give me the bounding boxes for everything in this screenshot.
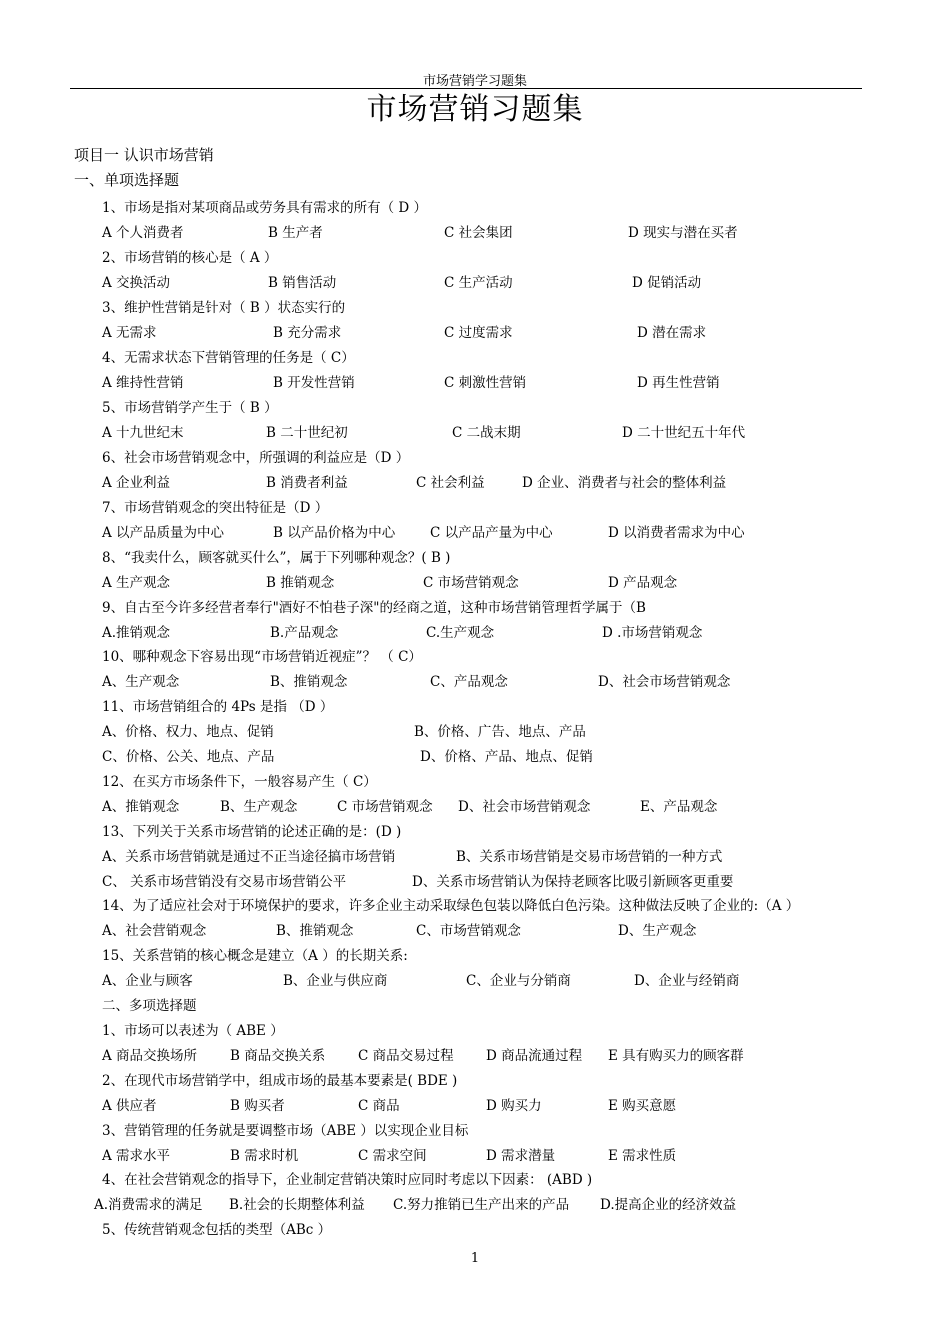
question-text: 4、无需求状态下营销管理的任务是（ C）: [102, 350, 355, 366]
option: B、关系市场营销是交易市场营销的一种方式: [456, 849, 723, 865]
option: B 开发性营销: [273, 375, 355, 391]
question-text: 7、市场营销观念的突出特征是（D ）: [102, 500, 329, 516]
option: C 商品: [358, 1098, 400, 1114]
option: B、企业与供应商: [283, 973, 388, 989]
option: D 促销活动: [632, 275, 702, 291]
option: C.生产观念: [426, 625, 495, 641]
option: B 推销观念: [266, 575, 335, 591]
question-text: 5、传统营销观念包括的类型（ABc ）: [102, 1222, 332, 1238]
option: B 商品交换关系: [230, 1048, 326, 1064]
option: A、推销观念: [102, 799, 180, 815]
option: D 需求潜量: [486, 1148, 556, 1164]
option: A 生产观念: [102, 575, 171, 591]
option: C.努力推销已生产出来的产品: [393, 1197, 570, 1213]
option: A 商品交换场所: [102, 1048, 198, 1064]
option: C 需求空间: [358, 1148, 427, 1164]
option: B.社会的长期整体利益: [229, 1197, 365, 1213]
question-text: 4、在社会营销观念的指导下，企业制定营销决策时应同时考虑以下因素： (ABD ): [102, 1172, 593, 1188]
option: D、企业与经销商: [634, 973, 740, 989]
option: C、 关系市场营销没有交易市场营销公平: [102, 874, 347, 890]
option: D 潜在需求: [637, 325, 707, 341]
option: B.产品观念: [270, 625, 339, 641]
running-header: 市场营销学习题集: [422, 74, 527, 89]
option: A.消费需求的满足: [94, 1197, 203, 1213]
question-text: 9、自古至今许多经营者奉行"酒好不怕巷子深"的经商之道，这种市场营销管理哲学属于（B: [102, 600, 646, 616]
option: D 产品观念: [608, 575, 678, 591]
option: A 企业利益: [102, 475, 171, 491]
option: C 二战末期: [452, 425, 521, 441]
option: D 企业、消费者与社会的整体利益: [522, 475, 727, 491]
question-text: 2、在现代市场营销学中，组成市场的最基本要素是( BDE ): [102, 1073, 458, 1089]
question-text: 8、“我卖什么，顾客就买什么”，属于下列哪种观念？( B ): [102, 550, 451, 566]
option: C 以产品产量为中心: [430, 525, 553, 541]
option: B 生产者: [268, 225, 323, 241]
question-text: 10、哪种观念下容易出现“市场营销近视症”？ （ C）: [102, 649, 422, 665]
option: D 商品流通过程: [486, 1048, 583, 1064]
option: C 过度需求: [444, 325, 513, 341]
option: C 社会集团: [444, 225, 513, 241]
option: D 再生性营销: [637, 375, 720, 391]
section-heading-single-choice: 一、单项选择题: [74, 171, 180, 189]
option: C、产品观念: [430, 674, 508, 690]
option: A 维持性营销: [102, 375, 184, 391]
option: D 购买力: [486, 1098, 542, 1114]
option: D 二十世纪五十年代: [622, 425, 746, 441]
option: B、推销观念: [270, 674, 348, 690]
question-text: 5、市场营销学产生于（ B ）: [102, 400, 278, 416]
option: B 销售活动: [268, 275, 337, 291]
document-title: 市场营销习题集: [366, 92, 584, 127]
option: D、社会市场营销观念: [598, 674, 731, 690]
option: E、产品观念: [640, 799, 718, 815]
option: D、关系市场营销认为保持老顾客比吸引新顾客更重要: [412, 874, 734, 890]
option: D 现实与潜在买者: [628, 225, 738, 241]
question-text: 12、在买方市场条件下，一般容易产生（ C）: [102, 774, 377, 790]
option: A 以产品质量为中心: [102, 525, 225, 541]
option: C 市场营销观念: [423, 575, 519, 591]
option: C 商品交易过程: [358, 1048, 454, 1064]
option: D.提高企业的经济效益: [600, 1197, 737, 1213]
option: C 刺激性营销: [444, 375, 527, 391]
option: C 生产活动: [444, 275, 513, 291]
option: A 个人消费者: [102, 225, 184, 241]
option: D、生产观念: [618, 923, 697, 939]
option: A 需求水平: [102, 1148, 171, 1164]
option: B、推销观念: [276, 923, 354, 939]
page-number: 1: [470, 1251, 480, 1266]
section-heading-multi-choice: 二、多项选择题: [102, 998, 197, 1014]
option: D 以消费者需求为中心: [608, 525, 745, 541]
option: A 十九世纪末: [102, 425, 184, 441]
question-text: 3、营销管理的任务就是要调整市场（ABE ）以实现企业目标: [102, 1123, 469, 1139]
question-text: 3、维护性营销是针对（ B ）状态实行的: [102, 300, 346, 316]
option: B 以产品价格为中心: [273, 525, 396, 541]
option: C、企业与分销商: [466, 973, 571, 989]
option: B、生产观念: [220, 799, 298, 815]
option: B、价格、广告、地点、产品: [414, 724, 586, 740]
question-text: 15、关系营销的核心概念是建立（A ）的长期关系:: [102, 948, 408, 964]
option: D、社会市场营销观念: [458, 799, 591, 815]
option: C、市场营销观念: [416, 923, 521, 939]
option: A 供应者: [102, 1098, 157, 1114]
option: C、价格、公关、地点、产品: [102, 749, 275, 765]
option: B 二十世纪初: [266, 425, 348, 441]
question-text: 1、市场可以表述为（ ABE ）: [102, 1023, 284, 1039]
question-text: 13、下列关于关系市场营销的论述正确的是：(D ): [102, 824, 402, 840]
option: A 无需求: [102, 325, 157, 341]
option: A.推销观念: [102, 625, 171, 641]
question-text: 14、为了适应社会对于环境保护的要求，许多企业主动采取绿色包装以降低白色污染。这种做法反映了企业的:（A ）: [102, 898, 800, 914]
option: A、关系市场营销就是通过不正当途径搞市场营销: [102, 849, 396, 865]
option: C 市场营销观念: [337, 799, 433, 815]
option: E 购买意愿: [608, 1098, 677, 1114]
option: A、社会营销观念: [102, 923, 207, 939]
question-text: 2、市场营销的核心是（ A ）: [102, 250, 278, 266]
project-heading: 项目一 认识市场营销: [74, 146, 214, 164]
option: A、生产观念: [102, 674, 180, 690]
option: B 需求时机: [230, 1148, 299, 1164]
question-text: 6、社会市场营销观念中，所强调的利益应是（D ）: [102, 450, 410, 466]
question-text: 11、市场营销组合的 4Ps 是指 （D ）: [102, 699, 334, 715]
option: D .市场营销观念: [602, 625, 703, 641]
option: A 交换活动: [102, 275, 171, 291]
option: B 购买者: [230, 1098, 285, 1114]
option: D、价格、产品、地点、促销: [420, 749, 593, 765]
option: B 消费者利益: [266, 475, 348, 491]
option: A、企业与顾客: [102, 973, 193, 989]
option: C 社会利益: [416, 475, 485, 491]
option: E 需求性质: [608, 1148, 677, 1164]
question-text: 1、市场是指对某项商品或劳务具有需求的所有（ D ）: [102, 200, 427, 216]
option: E 具有购买力的顾客群: [608, 1048, 744, 1064]
option: B 充分需求: [273, 325, 342, 341]
option: A、价格、权力、地点、促销: [102, 724, 274, 740]
